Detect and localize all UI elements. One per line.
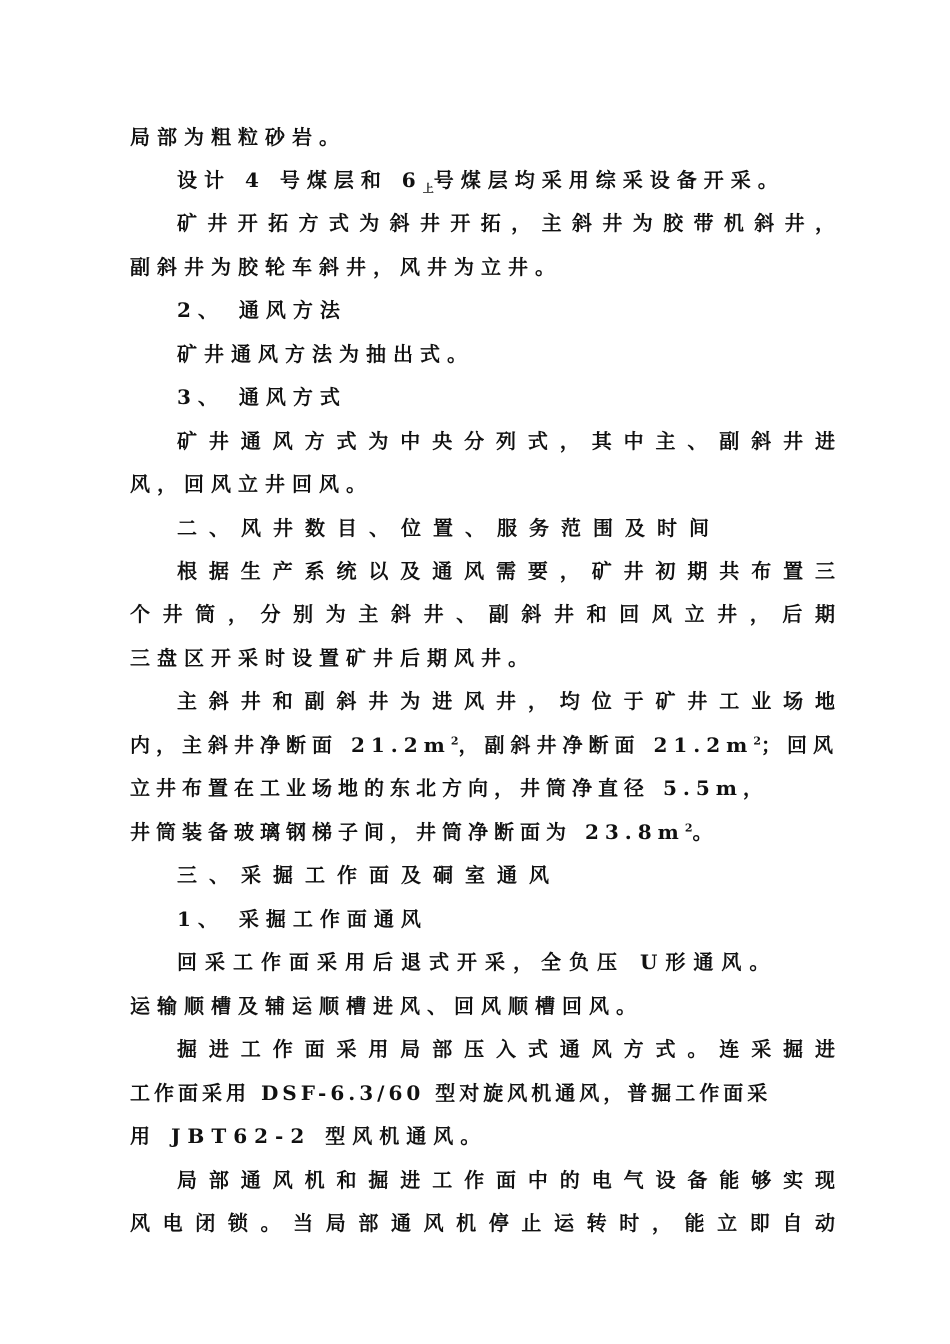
text-line — [130, 122, 835, 152]
text-line-content: ；回风 — [761, 733, 839, 757]
text-line-content: 1、 采掘工作面通风 — [177, 907, 428, 931]
section-heading — [177, 860, 835, 890]
section-subheading — [177, 295, 835, 325]
text-line — [177, 556, 835, 586]
text-line — [177, 208, 835, 238]
text-line-content: 设计 4 号煤层和 6 — [177, 168, 423, 192]
text-line-content: 副斜井为胶轮车斜井，风井为立井。 — [130, 255, 562, 279]
text-line — [177, 339, 835, 369]
text-line-content: 工作面采用 DSF-6.3/60 型对旋风机通风，普掘工作面采 — [130, 1081, 772, 1105]
superscript: 2 — [450, 734, 459, 748]
text-line-content: 局​ 部​ 通​ 风​ 机​ 和​ 掘​ 进​ 工​ 作​ 面​ 中​ 的​ 电​ 气​ 设​ 备​ 能​ 够​ 实​ 现 — [177, 1168, 835, 1192]
text-line-content: 三、采掘工作面及硐室通风 — [177, 863, 561, 887]
text-line-content: 矿​ 井​ 通​ 风​ 方​ 式​ 为​ 中​ 央​ 分​ 列​ 式​ ，​ 其​ 中​ 主​ 、​ 副​ 斜​ 井​ 进 — [177, 429, 835, 453]
text-line-content: 内，主斜井净断面 21.2m — [130, 733, 451, 757]
text-line-content: 掘​ 进​ 工​ 作​ 面​ 采​ 用​ 局​ 部​ 压​ 入​ 式​ 通​ 风​ 方​ 式​ 。​ 连​ 采​ 掘​ 进 — [177, 1037, 835, 1061]
superscript: 2 — [753, 734, 761, 748]
text-line — [130, 817, 835, 847]
text-line-content: 2、 通风方法 — [177, 298, 347, 322]
text-line — [130, 252, 835, 282]
text-line-content: 二、风井数目、位置、服务范围及时间 — [177, 516, 721, 540]
text-line — [130, 1121, 835, 1151]
text-line-content: 风​ 电​ 闭​ 锁​ 。​ 当​ 局​ 部​ 通​ 风​ 机​ 停​ 止​ 运​ 转​ 时​ ，​ 能​ 立​ 即​ 自​ 动 — [130, 1211, 835, 1235]
text-line — [177, 686, 835, 716]
text-line — [177, 426, 835, 456]
text-line-content: 风，回风立井回风。 — [130, 472, 373, 496]
subscript: 上 — [422, 182, 434, 195]
text-line — [177, 947, 835, 977]
text-line — [177, 1165, 835, 1195]
text-line — [130, 730, 839, 760]
text-line-content: 井筒装备玻璃钢梯子间，井筒净断面为 23.8m — [130, 820, 685, 844]
text-line-content: 矿井通风方法为抽出式。 — [177, 342, 474, 366]
text-line-content: 矿​ 井​ 开​ 拓​ 方​ 式​ 为​ 斜​ 井​ 开​ 拓​ ，​ 主​ 斜​ 井​ 为​ 胶​ 带​ 机​ 斜​ 井​ ， — [177, 211, 835, 235]
text-line-content: ，副斜井净断面 21.2m — [458, 733, 754, 757]
section-subheading — [177, 382, 835, 412]
text-line-content: 立井布置在工业场地的东北方向，井筒净直径 5.5m， — [130, 776, 769, 800]
text-line-content: 三盘区开采时设置矿井后期风井。 — [130, 646, 535, 670]
text-line-content: 3、 通风方式 — [177, 385, 347, 409]
text-line — [177, 1034, 835, 1064]
text-line-content: 局部为粗粒砂岩。 — [130, 125, 346, 149]
text-line — [130, 773, 835, 803]
section-subheading — [177, 904, 835, 934]
text-line-content: 号煤层均采用综采设备开采。 — [433, 168, 785, 192]
text-line-content: 。 — [692, 820, 719, 844]
text-line-content: 主​ 斜​ 井​ 和​ 副​ 斜​ 井​ 为​ 进​ 风​ 井​ ，​ 均​ 位​ 于​ 矿​ 井​ 工​ 业​ 场​ 地 — [177, 689, 835, 713]
text-line-content: 运输顺槽及辅运顺槽进风、回风顺槽回风。 — [130, 994, 643, 1018]
text-line-content: 个​ 井​ 筒​ ，​ 分​ 别​ 为​ 主​ 斜​ 井​ 、​ 副​ 斜​ 井​ 和​ 回​ 风​ 立​ 井​ ，​ 后​ 期 — [130, 602, 835, 626]
text-line-content: 根​ 据​ 生​ 产​ 系​ 统​ 以​ 及​ 通​ 风​ 需​ 要​ ，​ 矿​ 井​ 初​ 期​ 共​ 布​ 置​ 三 — [177, 559, 835, 583]
text-line — [130, 1078, 835, 1108]
text-line — [130, 991, 835, 1021]
superscript: 2 — [684, 821, 693, 835]
section-heading — [177, 513, 835, 543]
text-line-content: 回采工作面采用后退式开采，全负压 U形通风。 — [177, 950, 778, 974]
text-line — [177, 165, 835, 195]
text-line-content: 用 JBT62-2 型风机通风。 — [130, 1124, 488, 1148]
text-line — [130, 643, 835, 673]
text-line — [130, 1208, 835, 1238]
text-line — [130, 599, 835, 629]
text-line — [130, 469, 835, 499]
